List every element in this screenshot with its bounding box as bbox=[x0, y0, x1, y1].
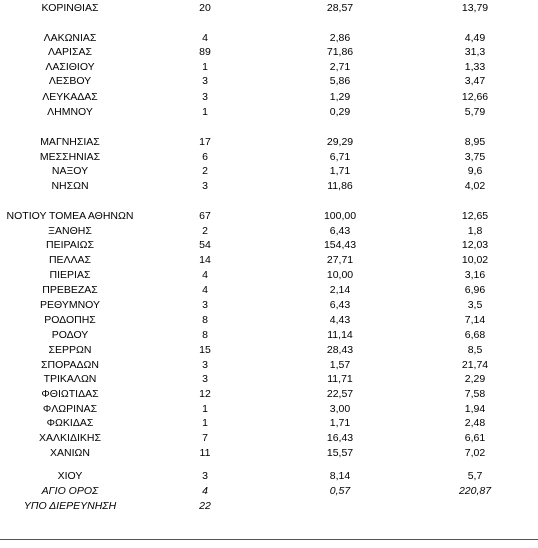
cases-count: 15 bbox=[199, 344, 211, 356]
table-row bbox=[0, 446, 538, 460]
table-row bbox=[0, 268, 538, 282]
third-column-value: 7,58 bbox=[464, 388, 486, 400]
cases-count: 3 bbox=[202, 359, 208, 371]
region-name: ΧΙΟΥ bbox=[57, 470, 83, 482]
third-column-value: 5,7 bbox=[467, 470, 483, 482]
table-row bbox=[0, 45, 538, 59]
cases-per-population: 28,43 bbox=[326, 344, 354, 356]
region-name: ΦΘΙΩΤΙΔΑΣ bbox=[41, 388, 99, 400]
table-row bbox=[0, 90, 538, 104]
third-column-value: 9,6 bbox=[467, 165, 483, 177]
table-row bbox=[0, 224, 538, 238]
region-name: ΡΟΔΟΠΗΣ bbox=[44, 314, 96, 326]
cases-per-population: 2,86 bbox=[329, 32, 351, 44]
region-name: ΜΑΓΝΗΣΙΑΣ bbox=[40, 136, 100, 148]
table-row bbox=[0, 1, 538, 15]
table-row bbox=[0, 238, 538, 252]
cases-per-population: 27,71 bbox=[326, 254, 354, 266]
cases-count: 12 bbox=[199, 388, 211, 400]
cases-count: 1 bbox=[202, 403, 208, 415]
third-column-value: 12,66 bbox=[461, 91, 489, 103]
cases-per-population: 5,86 bbox=[329, 75, 351, 87]
cases-per-population: 1,71 bbox=[329, 165, 351, 177]
cases-count: 3 bbox=[202, 91, 208, 103]
region-name: ΠΡΕΒΕΖΑΣ bbox=[42, 284, 98, 296]
cases-per-population: 11,14 bbox=[327, 329, 353, 341]
cases-per-population: 2,14 bbox=[329, 284, 351, 296]
table-row bbox=[0, 402, 538, 416]
cases-per-population: 100,00 bbox=[323, 210, 357, 222]
cases-per-population: 28,57 bbox=[326, 2, 354, 14]
cases-count: 4 bbox=[202, 269, 208, 281]
cases-count: 7 bbox=[202, 432, 208, 444]
third-column-value: 12,65 bbox=[461, 210, 489, 222]
cases-per-population: 1,29 bbox=[329, 91, 351, 103]
third-column-value: 3,75 bbox=[464, 151, 486, 163]
third-column-value: 2,48 bbox=[464, 417, 486, 429]
cases-per-population: 3,00 bbox=[329, 403, 351, 415]
third-column-value: 1,94 bbox=[464, 403, 486, 415]
third-column-value: 5,79 bbox=[464, 106, 486, 118]
third-column-value: 8,95 bbox=[464, 136, 486, 148]
region-name: ΠΙΕΡΙΑΣ bbox=[49, 269, 91, 281]
cases-count: 20 bbox=[199, 2, 211, 14]
region-name: ΠΕΙΡΑΙΩΣ bbox=[46, 239, 94, 251]
region-name: ΧΑΝΙΩΝ bbox=[50, 447, 90, 459]
region-name: ΣΕΡΡΩΝ bbox=[48, 344, 92, 356]
third-column-value: 3,47 bbox=[464, 75, 486, 87]
cases-per-population: 16,43 bbox=[326, 432, 354, 444]
table-row bbox=[0, 253, 538, 267]
region-name: ΤΡΙΚΑΛΩΝ bbox=[43, 373, 97, 385]
cases-count: 3 bbox=[202, 180, 208, 192]
cases-count: 2 bbox=[202, 165, 208, 177]
cases-per-population: 154,43 bbox=[323, 239, 357, 251]
region-name: ΛΑΚΩΝΙΑΣ bbox=[43, 32, 97, 44]
table-row bbox=[0, 372, 538, 386]
third-column-value: 7,02 bbox=[464, 447, 486, 459]
table-row bbox=[0, 313, 538, 327]
table-row bbox=[0, 431, 538, 445]
region-name: ΥΠΟ ΔΙΕΡΕΥΝΗΣΗ bbox=[23, 500, 117, 512]
third-column-value: 3,5 bbox=[467, 299, 483, 311]
region-name: ΠΕΛΛΑΣ bbox=[48, 254, 92, 266]
third-column-value: 6,96 bbox=[464, 284, 486, 296]
bottom-divider bbox=[0, 539, 538, 540]
cases-count: 6 bbox=[202, 151, 208, 163]
table-row bbox=[0, 179, 538, 193]
third-column-value: 7,14 bbox=[464, 314, 486, 326]
region-name: ΝΗΣΩΝ bbox=[51, 180, 89, 192]
region-name: ΛΑΣΙΘΙΟΥ bbox=[45, 61, 95, 73]
cases-count: 4 bbox=[202, 32, 208, 44]
table-row bbox=[0, 499, 538, 513]
region-name: ΝΟΤΙΟΥ ΤΟΜΕΑ ΑΘΗΝΩΝ bbox=[6, 210, 134, 222]
region-name: ΧΑΛΚΙΔΙΚΗΣ bbox=[39, 432, 101, 444]
table-row bbox=[0, 164, 538, 178]
table-row bbox=[0, 31, 538, 45]
third-column-value: 21,74 bbox=[461, 359, 489, 371]
cases-per-population: 10,00 bbox=[326, 269, 354, 281]
cases-per-population: 6,43 bbox=[329, 225, 351, 237]
table-row bbox=[0, 387, 538, 401]
cases-count: 11 bbox=[199, 447, 211, 459]
cases-count: 3 bbox=[202, 470, 208, 482]
table-row bbox=[0, 298, 538, 312]
cases-count: 1 bbox=[202, 61, 208, 73]
cases-per-population: 1,57 bbox=[329, 359, 351, 371]
table-row bbox=[0, 484, 538, 498]
region-name: ΝΑΞΟΥ bbox=[51, 165, 89, 177]
table-row bbox=[0, 105, 538, 119]
third-column-value: 2,29 bbox=[464, 373, 486, 385]
table-row bbox=[0, 358, 538, 372]
cases-per-population: 0,29 bbox=[329, 106, 351, 118]
cases-count: 14 bbox=[199, 254, 211, 266]
cases-count: 22 bbox=[199, 500, 211, 512]
table-row bbox=[0, 469, 538, 483]
cases-per-population: 8,14 bbox=[329, 470, 351, 482]
table-row bbox=[0, 283, 538, 297]
table-row bbox=[0, 150, 538, 164]
third-column-value: 4,02 bbox=[464, 180, 486, 192]
table-row bbox=[0, 328, 538, 342]
region-name: ΑΓΙΟ ΟΡΟΣ bbox=[41, 485, 99, 497]
third-column-value: 1,33 bbox=[464, 61, 486, 73]
cases-count: 89 bbox=[199, 46, 211, 58]
cases-per-population: 6,43 bbox=[329, 299, 351, 311]
cases-per-population: 71,86 bbox=[326, 46, 354, 58]
region-name: ΞΑΝΘΗΣ bbox=[48, 225, 92, 237]
cases-per-population: 1,71 bbox=[329, 417, 351, 429]
third-column-value: 13,79 bbox=[461, 2, 489, 14]
cases-count: 3 bbox=[202, 299, 208, 311]
table-row bbox=[0, 343, 538, 357]
cases-count: 8 bbox=[202, 314, 208, 326]
region-name: ΦΩΚΙΔΑΣ bbox=[46, 417, 94, 429]
cases-count: 1 bbox=[202, 106, 208, 118]
third-column-value: 10,02 bbox=[461, 254, 489, 266]
region-name: ΚΟΡΙΝΘΙΑΣ bbox=[41, 2, 99, 14]
cases-per-population: 4,43 bbox=[329, 314, 351, 326]
cases-per-population: 0,57 bbox=[329, 485, 351, 497]
cases-count: 67 bbox=[199, 210, 211, 222]
cases-per-population: 22,57 bbox=[326, 388, 354, 400]
cases-count: 1 bbox=[202, 417, 208, 429]
third-column-value: 6,68 bbox=[464, 329, 486, 341]
cases-count: 4 bbox=[202, 284, 208, 296]
table-row bbox=[0, 416, 538, 430]
third-column-value: 1,8 bbox=[467, 225, 483, 237]
cases-per-population: 6,71 bbox=[329, 151, 351, 163]
cases-count: 2 bbox=[202, 225, 208, 237]
table-row bbox=[0, 209, 538, 223]
cases-count: 4 bbox=[202, 485, 208, 497]
third-column-value: 12,03 bbox=[461, 239, 489, 251]
third-column-value: 220,87 bbox=[458, 485, 492, 497]
region-name: ΛΕΥΚΑΔΑΣ bbox=[42, 91, 98, 103]
region-name: ΦΛΩΡΙΝΑΣ bbox=[42, 403, 98, 415]
region-name: ΛΑΡΙΣΑΣ bbox=[48, 46, 92, 58]
table-row bbox=[0, 74, 538, 88]
cases-count: 3 bbox=[202, 75, 208, 87]
cases-per-population: 29,29 bbox=[326, 136, 354, 148]
third-column-value: 8,5 bbox=[467, 344, 483, 356]
cases-per-population: 2,71 bbox=[329, 61, 351, 73]
region-name: ΛΗΜΝΟΥ bbox=[47, 106, 93, 118]
table-row bbox=[0, 135, 538, 149]
region-name: ΜΕΣΣΗΝΙΑΣ bbox=[39, 151, 101, 163]
third-column-value: 3,16 bbox=[464, 269, 486, 281]
third-column-value: 4,49 bbox=[464, 32, 486, 44]
cases-per-population: 15,57 bbox=[326, 447, 354, 459]
region-name: ΡΟΔΟΥ bbox=[51, 329, 89, 341]
cases-count: 54 bbox=[199, 239, 211, 251]
cases-count: 17 bbox=[199, 136, 211, 148]
cases-per-population: 11,86 bbox=[327, 180, 353, 192]
table-row bbox=[0, 60, 538, 74]
region-name: ΛΕΣΒΟΥ bbox=[48, 75, 92, 87]
third-column-value: 6,61 bbox=[464, 432, 486, 444]
cases-count: 8 bbox=[202, 329, 208, 341]
region-name: ΡΕΘΥΜΝΟΥ bbox=[39, 299, 100, 311]
third-column-value: 31,3 bbox=[464, 46, 486, 58]
cases-per-population: 11,71 bbox=[327, 373, 353, 385]
cases-count: 3 bbox=[202, 373, 208, 385]
region-name: ΣΠΟΡΑΔΩΝ bbox=[41, 359, 99, 371]
